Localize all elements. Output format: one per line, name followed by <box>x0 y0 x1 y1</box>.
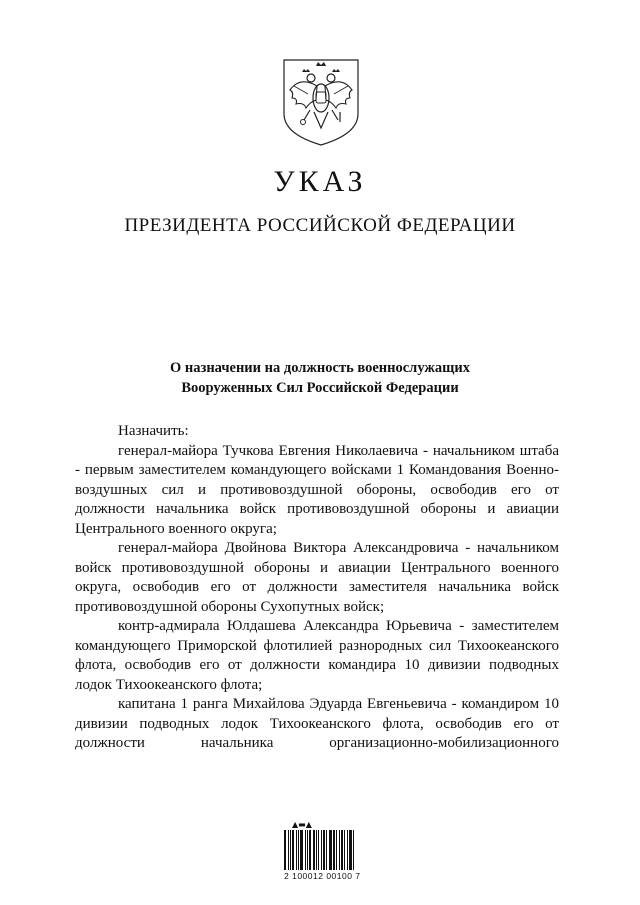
barcode-stripe <box>290 830 291 870</box>
barcode-stripe <box>341 830 343 870</box>
barcode-number: 2 100012 00100 7 <box>284 871 361 881</box>
barcode-stripe <box>333 830 335 870</box>
barcode-stripe <box>313 830 315 870</box>
barcode-mark-icon: ▲▬▲ <box>292 820 312 829</box>
appointment-paragraph: генерал-майора Тучкова Евгения Николаевича - начальником штаба - первым заместителем командующего войсками 1 Командования Военно-воздушных сил и противовоздушной обороны, освободив его от должности начальника войск противовоздушной обороны и авиации Центрального военного округа; <box>75 442 559 537</box>
barcode-stripe <box>292 830 294 870</box>
barcode-stripe <box>284 830 286 870</box>
barcode-stripe <box>309 830 311 870</box>
decree-subject <box>0 358 640 398</box>
barcode-stripe <box>321 830 322 870</box>
barcode-stripe <box>296 830 297 870</box>
barcode-stripe <box>307 830 308 870</box>
barcode-stripe <box>329 830 332 870</box>
barcode <box>284 820 372 881</box>
barcode-stripe <box>344 830 345 870</box>
barcode-stripe <box>353 830 354 870</box>
decree-title: УКАЗ <box>273 165 367 198</box>
barcode-stripe <box>300 830 303 870</box>
barcode-stripe <box>305 830 306 870</box>
decree-issuer: ПРЕЗИДЕНТА РОССИЙСКОЙ ФЕДЕРАЦИИ <box>124 215 516 236</box>
decree-body <box>75 422 559 754</box>
decree-intro: Назначить: <box>118 423 189 439</box>
barcode-stripe <box>318 830 319 870</box>
appointment-paragraph: генерал-майора Двойнова Виктора Александровича - начальником войск противовоздушной обороны и авиации Центрального военного округа, освободив его от должности заместителя начальника войск противовоздушной обороны Сухопутных войск; <box>75 540 559 615</box>
decree-subject-line: О назначении на должность военнослужащих <box>169 360 470 376</box>
barcode-stripe <box>288 830 289 870</box>
barcode-bars <box>284 830 372 870</box>
appointment-paragraph: контр-адмирала Юлдашева Александра Юрьевича - заместителем командующего Приморской флотилией разнородных сил Тихоокеанского флота, освободив его от должности командира 10 дивизии подводных лодок Тихоокеанского флота; <box>75 618 559 693</box>
coat-of-arms-icon <box>280 56 362 148</box>
barcode-stripe <box>336 830 337 870</box>
decree-subject-line: Вооруженных Сил Российской Федерации <box>181 380 459 396</box>
barcode-stripe <box>339 830 340 870</box>
barcode-stripe <box>347 830 348 870</box>
barcode-stripe <box>326 830 327 870</box>
barcode-stripe <box>298 830 299 870</box>
barcode-stripe <box>323 830 325 870</box>
barcode-stripe <box>349 830 352 870</box>
barcode-stripe <box>316 830 317 870</box>
appointment-paragraph: капитана 1 ранга Михайлова Эдуарда Евгеньевича - командиром 10 дивизии подводных лодок Тихоокеанского флота, освободив его от должности начальника организационно-мобилизационного <box>75 696 559 751</box>
